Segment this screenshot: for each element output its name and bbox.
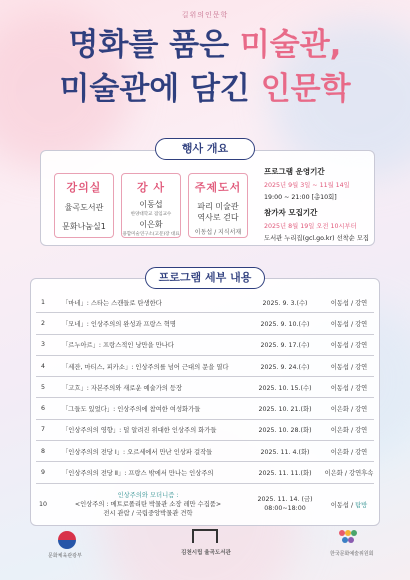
lecturer-name1: 이동섭	[139, 200, 163, 209]
row-number: 2	[40, 319, 45, 327]
row-number: 5	[40, 383, 45, 391]
row-speaker: 이동섭 / 강연	[330, 299, 368, 307]
table-row	[36, 356, 374, 377]
series-logo: 길위의인문학	[181, 11, 229, 19]
row-date: 2025. 11. 11.(화)	[258, 470, 312, 478]
row-date: 2025. 9. 10.(수)	[260, 320, 310, 328]
title-line1-part1: 명화를 품은	[68, 27, 240, 63]
arts-council-logo-text: 한국문화예술위원회	[330, 551, 374, 557]
row-topic: 「마네」: 스타는 스캔들로 탄생한다	[62, 299, 162, 307]
period-dates: 2025년 9월 3일 ~ 11월 14일	[264, 182, 350, 189]
row-speaker: 이동섭 / 강연	[330, 342, 368, 350]
venue-line1: 율곡도서관	[64, 203, 104, 212]
book-line2: 역사로 걷다	[197, 213, 239, 222]
row-topic: 「모네」: 인상주의의 완성과 프랑스 혁명	[62, 320, 176, 328]
title-line1	[0, 27, 410, 63]
row10-topic1: 인상주의와 모더니즘 :	[117, 491, 179, 499]
venue-heading: 강의실	[66, 181, 102, 194]
table-row	[36, 486, 374, 522]
row-speaker: 이은화 / 강연후속	[324, 470, 374, 478]
row-number: 7	[40, 426, 45, 434]
recruit-dates: 2025년 8월 19일 오전 10시부터	[264, 223, 357, 230]
overview-label: 행사 개요	[155, 138, 255, 160]
details-label: 프로그램 세부 내용	[145, 267, 265, 289]
lecturer-heading: 강 사	[136, 181, 166, 194]
row-date: 2025. 10. 15.(수)	[258, 384, 312, 392]
row10-speaker: 이동섭 /	[330, 501, 356, 509]
row-speaker: 이은화 / 강연	[330, 448, 368, 456]
row-speaker: 이은화 / 강연	[330, 406, 368, 414]
row-topic: 「고흐」: 자본주의와 새로운 예술가의 등장	[62, 384, 183, 392]
row-number: 1	[40, 298, 45, 306]
row10-speaker-type: 탐방	[355, 501, 368, 509]
arts-council-icon	[339, 530, 357, 548]
row-date: 2025. 9. 24.(수)	[260, 363, 310, 371]
row-topic: 「인상주의의 영향」: 덜 알려진 위대한 인상주의 화가들	[62, 427, 217, 435]
mcst-logo-text: 문화체육관광부	[48, 553, 82, 559]
schedule-info	[264, 166, 374, 242]
table-row	[36, 335, 374, 356]
title-line2-part1: 미술관에 담긴	[59, 71, 261, 107]
period-time: 19:00 ~ 21:00 [총10회]	[264, 194, 337, 201]
book-author: 이동섭 / 지식서재	[194, 229, 242, 236]
lecturer-role1: 한양대학교 겸임교수	[130, 212, 172, 217]
row-speaker: 이은화 / 강연	[330, 427, 368, 435]
row-speaker: 이동섭 / 강연	[330, 384, 368, 392]
title-line2-part2: 인문학	[260, 71, 351, 107]
row-date: 2025. 10. 21.(화)	[258, 406, 312, 414]
table-row	[36, 462, 374, 483]
recruit-label: 참가자 모집기간	[264, 208, 318, 217]
book-card	[188, 173, 248, 238]
table-row	[36, 313, 374, 334]
title-line2	[0, 71, 410, 107]
row-date: 2025. 9. 17.(수)	[260, 342, 310, 350]
table-row	[36, 377, 374, 398]
row-topic: 「인상주의의 전당 Ⅱ」: 프랑스 밖에서 만나는 인상주의	[62, 470, 214, 478]
library-logo-text: 김천시립 율곡도서관	[181, 550, 231, 556]
title-line1-part2: 미술관,	[239, 27, 342, 63]
row-topic: 「그들도 있었다」: 인상주의에 참여한 여성화가들	[62, 406, 201, 414]
row-number: 6	[40, 405, 45, 413]
row-date: 2025. 11. 4.(화)	[260, 448, 310, 456]
library-mark-icon	[192, 529, 218, 543]
row-speaker: 이동섭 / 강연	[330, 320, 368, 328]
row-number: 10	[38, 500, 47, 508]
row-number: 4	[40, 362, 45, 370]
row-number: 8	[40, 447, 45, 455]
row-date: 2025. 10. 28.(화)	[258, 427, 312, 435]
table-row	[36, 441, 374, 462]
row-date: 2025. 9. 3.(수)	[262, 299, 308, 307]
row10-topic2: <인상주의 : 메트로폴리탄 박물관 소장 레만 수집품>	[74, 500, 222, 508]
mcst-emblem-icon	[58, 531, 76, 549]
row-topic: 「세잔, 마티스, 피카소」: 인상주의를 넘어 근대의 문을 열다	[62, 363, 229, 371]
table-row	[36, 399, 374, 420]
row10-date1: 2025. 11. 14. (금)	[257, 496, 313, 503]
lecturer-role2: 용합미술연구소(고문)장 대표	[122, 232, 180, 237]
row-speaker	[324, 500, 374, 509]
lecturer-name2: 이은화	[139, 220, 163, 229]
period-label: 프로그램 운영기간	[264, 167, 325, 176]
row10-topic3: 전시 관람 / 국립중앙박물관 견학	[103, 509, 193, 517]
row-speaker: 이동섭 / 강연	[330, 363, 368, 371]
table-row	[36, 292, 374, 313]
book-heading: 주제도서	[194, 181, 242, 194]
table-row	[36, 420, 374, 441]
row-topic: 「르누아르」: 프랑스적인 낭만을 만나다	[62, 342, 174, 350]
venue-card	[54, 173, 114, 238]
venue-line2: 문화나눔실1	[62, 222, 106, 231]
row-number: 3	[40, 341, 45, 349]
lecturer-card	[121, 173, 181, 238]
book-line1: 파리 미술관	[197, 202, 239, 211]
recruit-method: 도서관 누리집(gcl.go.kr) 선착순 모집	[264, 235, 370, 242]
row10-date2: 08:00~18:00	[264, 505, 306, 512]
row-date	[246, 495, 324, 513]
row-topic: 「인상주의의 전당 Ⅰ」: 오르세에서 만난 인상파 걸작들	[62, 448, 213, 456]
row-topic	[50, 491, 246, 518]
row-number: 9	[40, 469, 45, 477]
